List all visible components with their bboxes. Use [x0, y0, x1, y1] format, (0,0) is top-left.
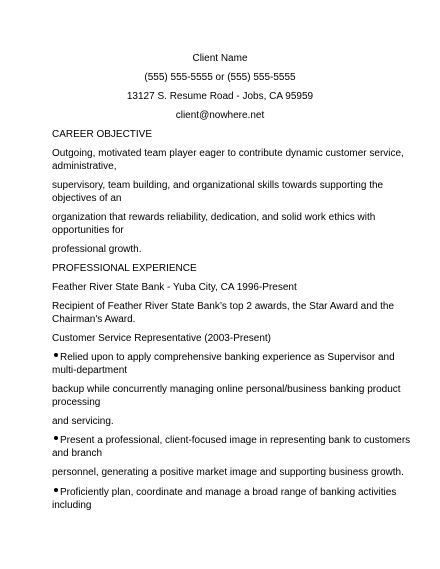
- client-name: Client Name: [192, 53, 248, 64]
- bullet-icon: [54, 436, 58, 440]
- objective-line: professional growth.: [52, 244, 142, 255]
- employer-line: Feather River State Bank - Yuba City, CA 1996-Present: [52, 282, 297, 293]
- bullet-text: Present a professional, client-focused image in representing bank to customers: [60, 435, 411, 446]
- objective-line: administrative,: [52, 161, 117, 172]
- objective-line: objectives of an: [52, 193, 122, 204]
- bullet-icon: [54, 488, 58, 492]
- bullet-item: [54, 434, 410, 447]
- address: 13127 S. Resume Road - Jobs, CA 95959: [126, 91, 314, 102]
- phone-numbers: (555) 555-5555 or (555) 555-5555: [144, 72, 296, 83]
- role-line: Customer Service Representative (2003-Present): [52, 333, 271, 344]
- bullet-continuation: personnel, generating a positive market image and supporting business growth.: [52, 467, 404, 478]
- section-heading-experience: PROFESSIONAL EXPERIENCE: [52, 263, 197, 274]
- award-line: Chairman's Award.: [52, 314, 136, 325]
- bullet-continuation: and servicing.: [52, 416, 114, 427]
- bullet-continuation: backup while concurrently managing online personal/business banking product: [52, 384, 401, 395]
- objective-line: opportunities for: [52, 225, 124, 236]
- bullet-continuation: multi-department: [52, 365, 128, 376]
- bullet-continuation: processing: [52, 397, 101, 408]
- objective-line: supervisory, team building, and organizational skills towards supporting the: [52, 180, 384, 191]
- section-heading-objective: CAREER OBJECTIVE: [52, 129, 153, 140]
- award-line: Recipient of Feather River State Bank’s top 2 awards, the Star Award and the: [52, 301, 395, 312]
- email: client@nowhere.net: [175, 110, 265, 121]
- bullet-item: [54, 486, 396, 499]
- bullet-item: [54, 351, 395, 364]
- bullet-continuation: including: [52, 500, 92, 511]
- objective-line: Outgoing, motivated team player eager to contribute dynamic customer service,: [52, 148, 404, 159]
- bullet-icon: [54, 353, 58, 357]
- objective-line: organization that rewards reliability, dedication, and solid work ethics with: [52, 212, 376, 223]
- bullet-text: Proficiently plan, coordinate and manage a broad range of banking activities: [60, 487, 397, 498]
- bullet-text: Relied upon to apply comprehensive banking experience as Supervisor and: [60, 352, 395, 363]
- bullet-continuation: and branch: [52, 448, 103, 459]
